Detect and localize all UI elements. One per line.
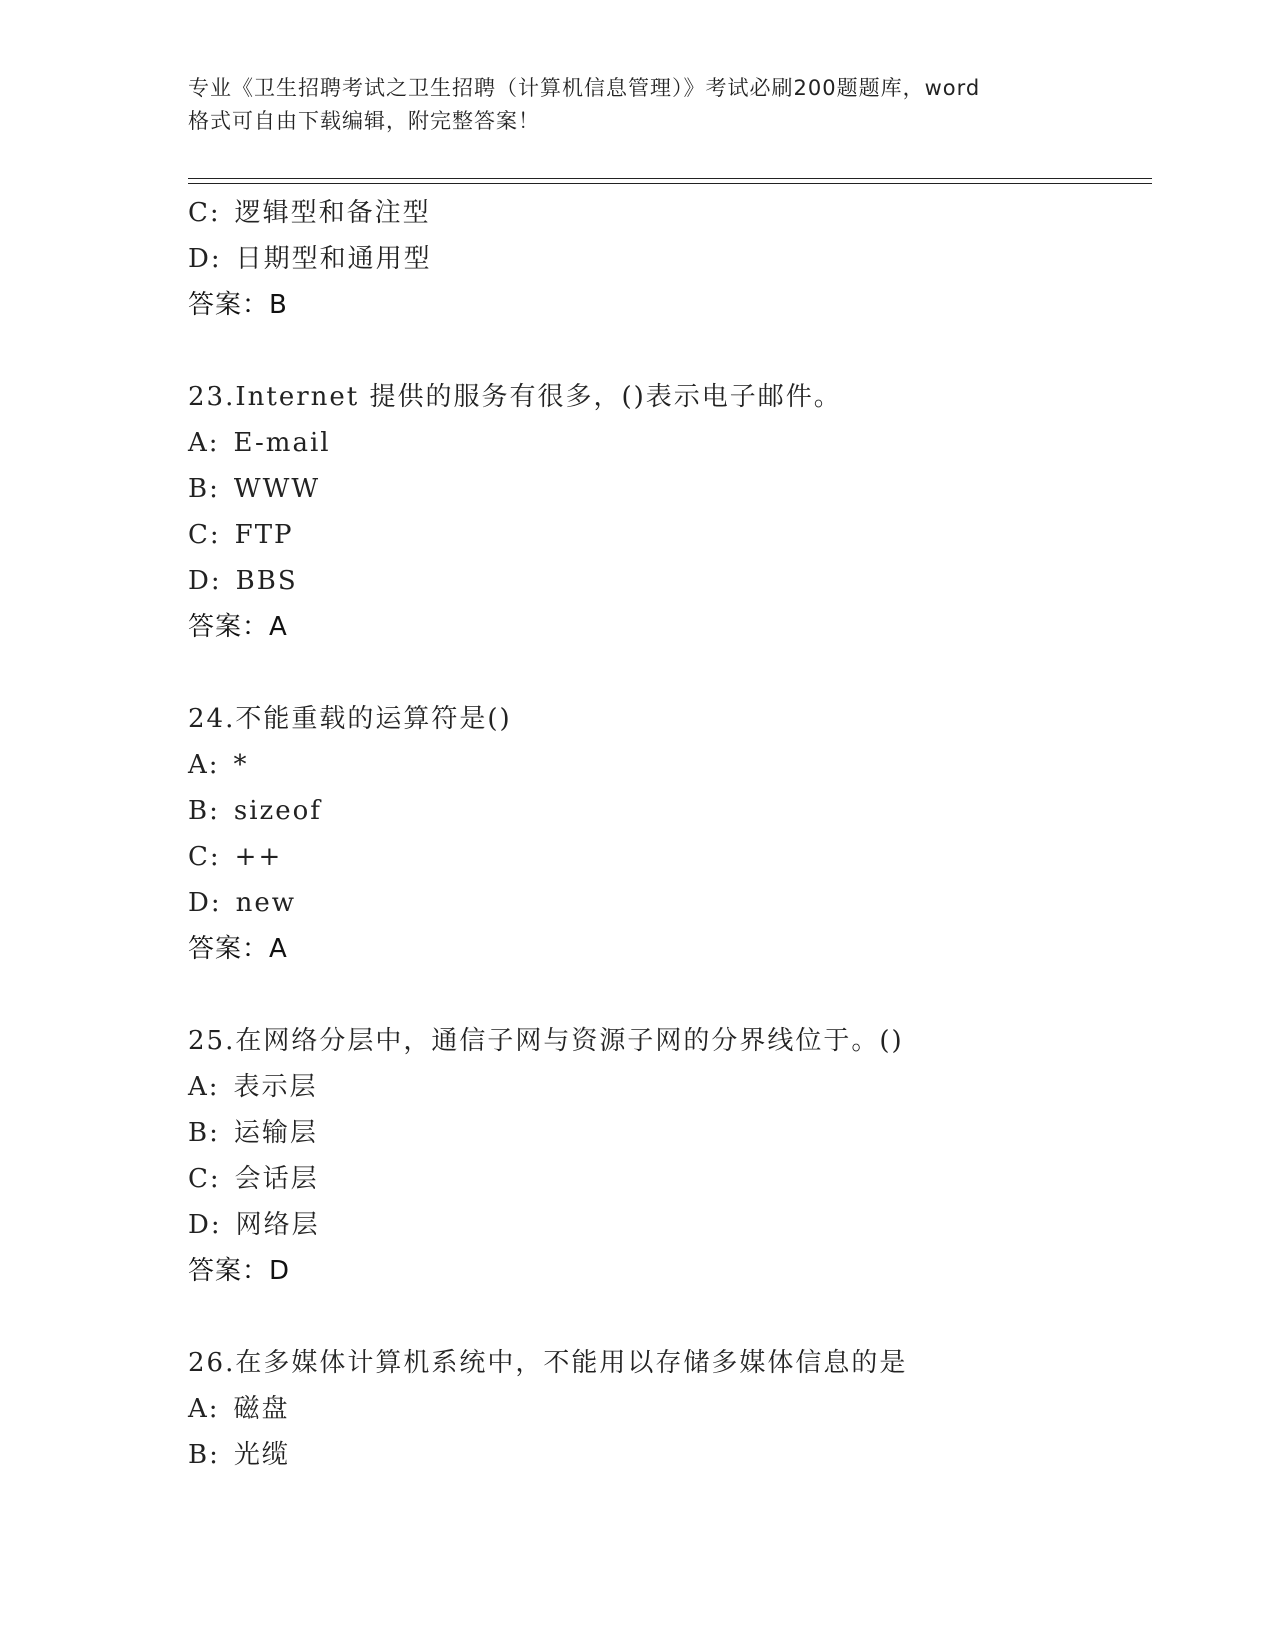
option-text: 表示层 (233, 1072, 318, 1102)
option-row (188, 1432, 1148, 1478)
option-row (188, 880, 1148, 926)
option-row (188, 236, 1148, 282)
option-text: E-mail (233, 428, 331, 458)
option-text: 会话层 (234, 1164, 319, 1194)
option-label: B: (188, 796, 220, 826)
option-text: ++ (234, 842, 283, 872)
option-text: 磁盘 (233, 1394, 290, 1424)
option-label: C: (188, 842, 221, 872)
option-label: B: (188, 1118, 220, 1148)
option-row (188, 742, 1148, 788)
option-row (188, 1110, 1148, 1156)
header-line-2: 格式可自由下载编辑，附完整答案！ (188, 109, 540, 133)
option-text: * (233, 750, 249, 780)
option-row (188, 788, 1148, 834)
option-row (188, 558, 1148, 604)
option-label: D: (188, 1210, 222, 1240)
option-text: 网络层 (235, 1210, 320, 1240)
option-text: FTP (234, 520, 294, 550)
option-label: B: (188, 1440, 220, 1470)
question-block-26 (188, 1340, 1148, 1478)
option-text: 逻辑型和备注型 (234, 198, 431, 228)
option-text: new (235, 888, 296, 918)
answer-line: 答案：A (188, 612, 288, 642)
option-label: A: (188, 428, 220, 458)
question-stem: 24.不能重载的运算符是() (188, 704, 512, 734)
document-header (188, 72, 1088, 138)
question-block-25 (188, 1018, 1148, 1294)
option-label: C: (188, 198, 221, 228)
answer-line: 答案：D (188, 1256, 291, 1286)
option-label: D: (188, 566, 222, 596)
answer-line: 答案：A (188, 934, 288, 964)
option-text: BBS (235, 566, 298, 596)
option-row (188, 1156, 1148, 1202)
option-label: A: (188, 1072, 220, 1102)
option-label: C: (188, 1164, 221, 1194)
option-label: D: (188, 244, 222, 274)
option-label: A: (188, 1394, 220, 1424)
option-row (188, 1386, 1148, 1432)
header-divider-top (188, 178, 1152, 179)
option-row (188, 420, 1148, 466)
option-row (188, 1064, 1148, 1110)
question-list (188, 190, 1148, 1478)
option-text: WWW (233, 474, 321, 504)
option-label: A: (188, 750, 220, 780)
option-label: D: (188, 888, 222, 918)
question-stem: 23.Internet 提供的服务有很多，()表示电子邮件。 (188, 382, 842, 412)
option-row (188, 1202, 1148, 1248)
option-row (188, 512, 1148, 558)
option-text: 运输层 (233, 1118, 318, 1148)
option-text: sizeof (233, 796, 322, 826)
option-label: B: (188, 474, 220, 504)
question-block-23 (188, 374, 1148, 650)
option-row (188, 190, 1148, 236)
header-line-1: 专业《卫生招聘考试之卫生招聘（计算机信息管理）》考试必刷200题题库，word (188, 76, 981, 100)
option-label: C: (188, 520, 221, 550)
question-stem: 25.在网络分层中，通信子网与资源子网的分界线位于。() (188, 1026, 904, 1056)
option-text: 光缆 (233, 1440, 290, 1470)
header-divider-bottom (188, 183, 1152, 184)
option-text: 日期型和通用型 (235, 244, 432, 274)
option-row (188, 466, 1148, 512)
question-stem: 26.在多媒体计算机系统中，不能用以存储多媒体信息的是 (188, 1348, 908, 1378)
answer-line: 答案：B (188, 290, 288, 320)
question-block-partial (188, 190, 1148, 328)
option-row (188, 834, 1148, 880)
question-block-24 (188, 696, 1148, 972)
